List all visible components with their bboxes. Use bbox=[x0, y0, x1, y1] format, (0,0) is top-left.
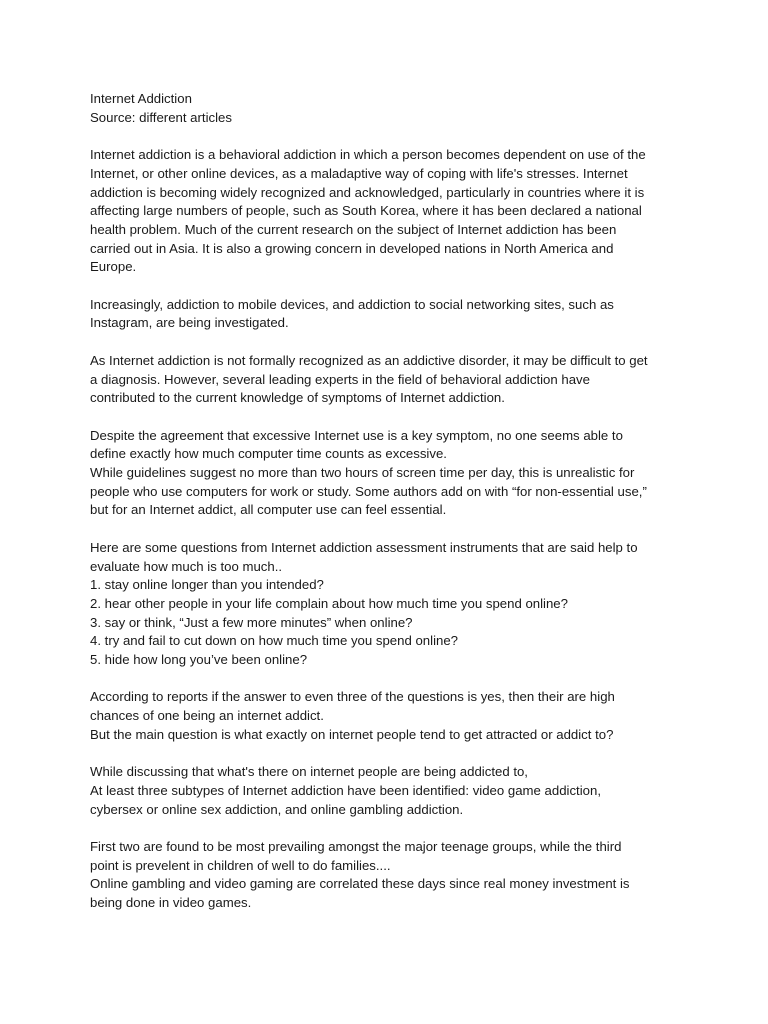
text-line: 2. hear other people in your life complain about how much time you spend online? bbox=[90, 595, 568, 611]
text-line: Increasingly, addiction to mobile devices, and addiction to social networking sites, such as bbox=[90, 296, 614, 312]
text-line: 1. stay online longer than you intended? bbox=[90, 577, 324, 593]
paragraph bbox=[90, 838, 690, 913]
text-line: Internet addiction is a behavioral addiction in which a person becomes dependent on use of the bbox=[90, 147, 646, 163]
text-line: chances of one being an internet addict. bbox=[90, 708, 324, 724]
document-body bbox=[90, 146, 690, 913]
document-source: Source: different articles bbox=[90, 109, 232, 125]
text-line: carried out in Asia. It is also a growing concern in developed nations in North America and bbox=[90, 240, 614, 256]
text-line: addiction is becoming widely recognized and acknowledged, particularly in countries where it is bbox=[90, 184, 645, 200]
text-line: Online gambling and video gaming are correlated these days since real money investment is bbox=[90, 876, 630, 892]
paragraph bbox=[90, 539, 690, 670]
paragraph bbox=[90, 296, 690, 333]
text-line: point is prevelent in children of well to do families.... bbox=[90, 857, 391, 873]
text-line: but for an Internet addict, all computer use can feel essential. bbox=[90, 502, 447, 518]
text-line: contributed to the current knowledge of symptoms of Internet addiction. bbox=[90, 390, 505, 406]
text-line: Here are some questions from Internet addiction assessment instruments that are said help to bbox=[90, 539, 638, 555]
paragraph bbox=[90, 763, 690, 819]
text-line: Despite the agreement that excessive Internet use is a key symptom, no one seems able to bbox=[90, 427, 623, 443]
paragraph bbox=[90, 427, 690, 521]
text-line: As Internet addiction is not formally recognized as an addictive disorder, it may be difficult to get bbox=[90, 352, 648, 368]
paragraph bbox=[90, 688, 690, 744]
paragraph bbox=[90, 352, 690, 408]
text-line: 3. say or think, “Just a few more minutes” when online? bbox=[90, 614, 413, 630]
text-line: people who use computers for work or study. Some authors add on with “for non-essential use,” bbox=[90, 483, 647, 499]
text-line: Europe. bbox=[90, 259, 137, 275]
text-line: a diagnosis. However, several leading experts in the field of behavioral addiction have bbox=[90, 371, 590, 387]
text-line: define exactly how much computer time counts as excessive. bbox=[90, 446, 447, 462]
text-line: 4. try and fail to cut down on how much time you spend online? bbox=[90, 633, 459, 649]
document-page bbox=[90, 90, 690, 932]
text-line: affecting large numbers of people, such as South Korea, where it has been declared a national bbox=[90, 203, 642, 219]
text-line: cybersex or online sex addiction, and online gambling addiction. bbox=[90, 801, 464, 817]
text-line: health problem. Much of the current research on the subject of Internet addiction has been bbox=[90, 221, 617, 237]
text-line: evaluate how much is too much.. bbox=[90, 558, 283, 574]
text-line: being done in video games. bbox=[90, 895, 252, 911]
text-line: Instagram, are being investigated. bbox=[90, 315, 289, 331]
text-line: According to reports if the answer to even three of the questions is yes, then their are high bbox=[90, 689, 615, 705]
text-line: While discussing that what's there on internet people are being addicted to, bbox=[90, 764, 528, 780]
text-line: While guidelines suggest no more than two hours of screen time per day, this is unrealistic for bbox=[90, 465, 635, 480]
text-line: 5. hide how long you’ve been online? bbox=[90, 652, 308, 668]
text-line: But the main question is what exactly on internet people tend to get attracted or addict to? bbox=[90, 726, 614, 742]
text-line: First two are found to be most prevailing amongst the major teenage groups, while the third bbox=[90, 839, 622, 854]
document-title: Internet Addiction bbox=[90, 91, 192, 106]
text-line: At least three subtypes of Internet addiction have been identified: video game addiction, bbox=[90, 782, 601, 798]
paragraph bbox=[90, 146, 690, 277]
text-line: Internet, or other online devices, as a maladaptive way of coping with life's stresses. Internet bbox=[90, 165, 628, 181]
